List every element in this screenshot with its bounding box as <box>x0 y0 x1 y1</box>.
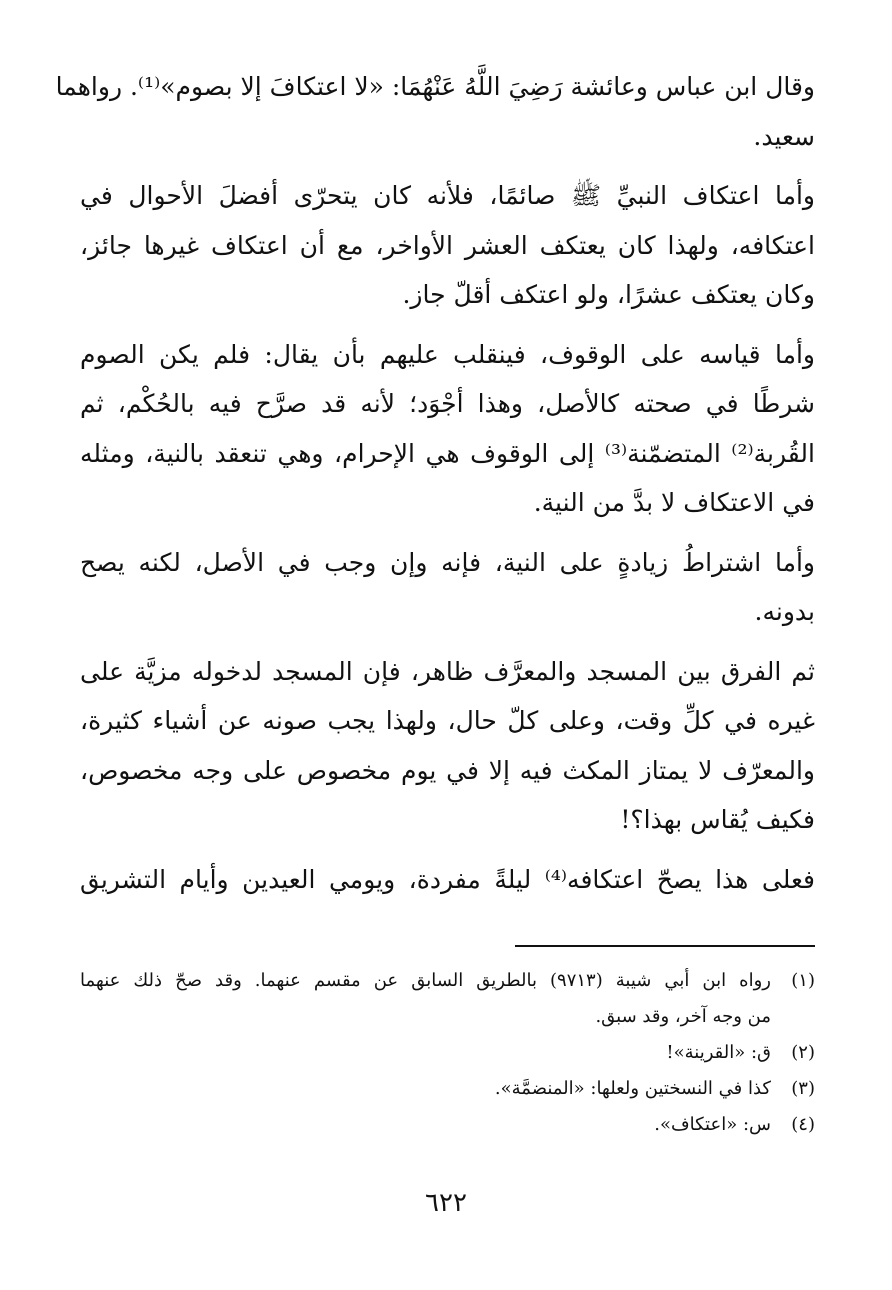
text-line: سعيد. <box>753 121 815 151</box>
text-line: فكيف يُقاس بهذا؟! <box>620 805 815 834</box>
footnote <box>80 1107 815 1143</box>
text-line: وقال ابن عباس وعائشة رَضِيَ اللَّهُ عَنْهُمَا: «لا اعتكافَ إلا بصوم»⁽¹⁾. رواهما <box>55 72 815 101</box>
footnote-number: (٢) <box>791 1042 815 1063</box>
paragraph <box>80 855 815 905</box>
footnote-text <box>80 1107 771 1143</box>
footnote-number: (٤) <box>791 1114 815 1135</box>
text-line: وأما اشتراطُ زيادةٍ على النية، فإنه وإن وجب في الأصل، لكنه يصح <box>80 547 815 577</box>
footnote <box>80 1071 815 1107</box>
text-line: فعلى هذا يصحّ اعتكافه⁽⁴⁾ ليلةً مفردة، ويومي العيدين وأيام التشريق <box>80 864 815 894</box>
footnote-line: رواه ابن أبي شيبة (٩٧١٣) بالطريق السابق عن مقسم عنهما. وقد صحّ ذلك عنهما <box>80 970 771 991</box>
footnote-text <box>80 963 771 1035</box>
text-line: بدونه. <box>754 597 815 626</box>
text-line: غيره في كلِّ وقت، وعلى كلّ حال، ولهذا يجب صونه عن أشياء كثيرة، <box>80 706 815 735</box>
text-line: ثم الفرق بين المسجد والمعرَّف ظاهر، فإن المسجد لدخوله مزيَّة على <box>80 656 815 686</box>
footnote-text <box>80 1035 771 1071</box>
footnote-separator <box>515 945 815 947</box>
paragraph <box>80 171 815 320</box>
text-line: القُربة⁽²⁾ المتضمّنة⁽³⁾ إلى الوقوف هي الإحرام، وهي تنعقد بالنية، ومثله <box>80 438 815 468</box>
text-line: شرطًا في صحته كالأصل، وهذا أجْوَد؛ لأنه قد صرَّح فيه بالحُكْم، ثم <box>80 389 815 418</box>
paragraph <box>55 62 815 161</box>
text-line: وأما قياسه على الوقوف، فينقلب عليهم بأن يقال: فلم يكن الصوم <box>80 339 815 369</box>
footnote <box>80 1035 815 1071</box>
page-number: ٦٢٢ <box>425 1188 467 1218</box>
paragraph <box>80 330 815 528</box>
footnote-line: كذا في النسختين ولعلها: «المنضمَّة». <box>494 1078 771 1099</box>
footnote-line: س: «اعتكاف». <box>654 1114 771 1135</box>
main-text <box>55 62 815 914</box>
paragraph <box>80 538 815 637</box>
text-line: في الاعتكاف لا بدَّ من النية. <box>533 488 815 517</box>
footnote-number: (٣) <box>791 1078 815 1099</box>
footnotes <box>80 963 815 1143</box>
footnote-text <box>80 1071 771 1107</box>
text-line: وأما اعتكاف النبيِّ ﷺ صائمًا، فلأنه كان يتحرّى أفضلَ الأحوال في <box>80 181 815 210</box>
text-line: وكان يعتكف عشرًا، ولو اعتكف أقلّ جاز. <box>402 280 815 309</box>
text-line: والمعرّف لا يمتاز المكث فيه إلا في يوم مخصوص على وجه مخصوص، <box>80 755 815 785</box>
footnote-line: ق: «القرينة»! <box>666 1042 771 1063</box>
footnote-number: (١) <box>791 970 815 991</box>
footnote <box>80 963 815 1035</box>
paragraph <box>80 647 815 845</box>
footnote-line: من وجه آخر، وقد سبق. <box>595 1006 771 1027</box>
text-line: اعتكافه، ولهذا كان يعتكف العشر الأواخر، مع أن اعتكاف غيرها جائز، <box>80 230 815 260</box>
